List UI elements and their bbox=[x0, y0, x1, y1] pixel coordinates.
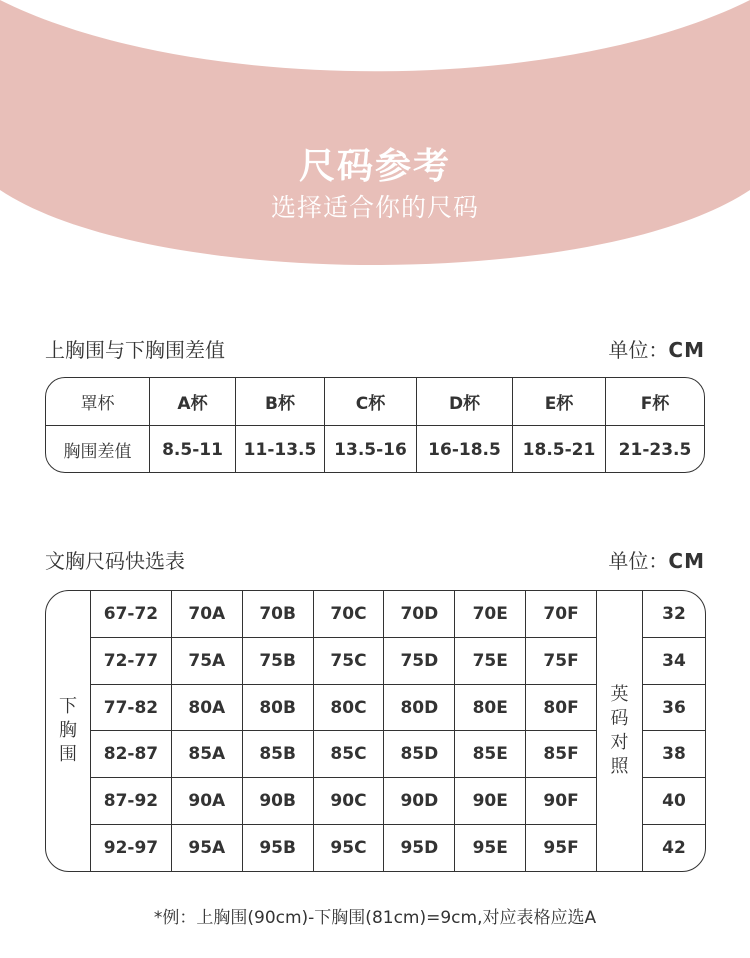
unit-value: CM bbox=[668, 549, 705, 573]
cup-unit-label bbox=[608, 334, 705, 363]
bra-section-title: 文胸尺码快选表 bbox=[45, 549, 185, 573]
size-cell: 70F bbox=[525, 591, 596, 637]
size-cell: 70C bbox=[313, 591, 384, 637]
cup-header-cell: B杯 bbox=[235, 378, 324, 425]
size-cell: 85F bbox=[525, 731, 596, 777]
size-cell: 75D bbox=[383, 638, 454, 684]
size-cell: 75A bbox=[171, 638, 242, 684]
size-row bbox=[91, 637, 596, 684]
cup-value-cell: 18.5-21 bbox=[512, 426, 605, 473]
size-cell: 90C bbox=[313, 778, 384, 824]
size-cell: 90E bbox=[454, 778, 525, 824]
underbust-label-char: 下 bbox=[59, 696, 77, 717]
underbust-range-cell: 82-87 bbox=[103, 744, 159, 765]
uk-size-cell: 38 bbox=[643, 730, 705, 777]
size-cell: 75B bbox=[242, 638, 313, 684]
size-cell: 80A bbox=[171, 685, 242, 731]
uk-size-cell: 40 bbox=[643, 777, 705, 824]
size-cell: 90A bbox=[171, 778, 242, 824]
hero-subtitle: 选择适合你的尺码 bbox=[270, 193, 479, 222]
underbust-range-cell: 72-77 bbox=[103, 650, 159, 671]
underbust-label bbox=[46, 591, 91, 871]
size-cell: 95A bbox=[171, 825, 242, 871]
size-cell: 80E bbox=[454, 685, 525, 731]
uk-size-label bbox=[597, 591, 643, 871]
size-row bbox=[91, 591, 596, 637]
cup-value-cell: 胸围差值 bbox=[63, 442, 132, 462]
cup-value-cell: 16-18.5 bbox=[416, 426, 512, 473]
cup-header-cell: A杯 bbox=[149, 378, 235, 425]
size-cell: 85D bbox=[383, 731, 454, 777]
cup-value-cell: 21-23.5 bbox=[605, 426, 704, 473]
cup-header-cell: C杯 bbox=[324, 378, 416, 425]
size-cell: 80D bbox=[383, 685, 454, 731]
uk-size-cell: 34 bbox=[643, 637, 705, 684]
size-cell: 95E bbox=[454, 825, 525, 871]
size-cell: 90F bbox=[525, 778, 596, 824]
size-cell: 70E bbox=[454, 591, 525, 637]
underbust-range-cell: 67-72 bbox=[103, 603, 159, 624]
hero-title: 尺码参考 bbox=[298, 146, 451, 187]
size-cell: 95D bbox=[383, 825, 454, 871]
size-row bbox=[91, 777, 596, 824]
size-cell: 85B bbox=[242, 731, 313, 777]
uk-size-column bbox=[643, 591, 705, 871]
size-cell: 90B bbox=[242, 778, 313, 824]
size-cell: 80C bbox=[313, 685, 384, 731]
size-cell: 75E bbox=[454, 638, 525, 684]
size-cell: 95F bbox=[525, 825, 596, 871]
size-cell: 80B bbox=[242, 685, 313, 731]
underbust-range-cell: 77-82 bbox=[103, 697, 159, 718]
size-cell: 85C bbox=[313, 731, 384, 777]
size-grid bbox=[91, 591, 597, 871]
uk-size-label-char: 对 bbox=[610, 732, 629, 753]
size-cell: 90D bbox=[383, 778, 454, 824]
size-row bbox=[91, 824, 596, 871]
bra-unit-label bbox=[608, 545, 705, 574]
cup-values-row bbox=[46, 425, 704, 473]
size-cell: 85E bbox=[454, 731, 525, 777]
uk-size-label-char: 英 bbox=[610, 684, 629, 705]
size-cell: 70D bbox=[383, 591, 454, 637]
uk-size-label-char: 照 bbox=[610, 756, 629, 777]
cup-header-cell: 罩杯 bbox=[80, 394, 115, 414]
uk-size-cell: 32 bbox=[662, 603, 686, 624]
size-cell: 95B bbox=[242, 825, 313, 871]
underbust-range-cell: 87-92 bbox=[103, 791, 159, 812]
size-cell: 80F bbox=[525, 685, 596, 731]
cup-header-cell: E杯 bbox=[512, 378, 605, 425]
cup-section-title: 上胸围与下胸围差值 bbox=[45, 338, 225, 362]
cup-value-cell: 11-13.5 bbox=[235, 426, 324, 473]
size-cell: 95C bbox=[313, 825, 384, 871]
uk-size-cell: 36 bbox=[643, 684, 705, 731]
size-row bbox=[91, 730, 596, 777]
cup-header-row bbox=[46, 378, 704, 425]
cup-value-cell: 8.5-11 bbox=[149, 426, 235, 473]
cup-header-cell: D杯 bbox=[416, 378, 512, 425]
uk-size-label-char: 码 bbox=[610, 708, 629, 729]
size-cell: 75F bbox=[525, 638, 596, 684]
size-cell: 85A bbox=[171, 731, 242, 777]
cup-difference-table bbox=[45, 377, 705, 473]
unit-value: CM bbox=[668, 338, 705, 362]
bra-size-table bbox=[45, 590, 706, 872]
size-cell: 70B bbox=[242, 591, 313, 637]
unit-prefix: 单位： bbox=[608, 338, 669, 362]
size-row bbox=[91, 684, 596, 731]
cup-header-cell: F杯 bbox=[605, 378, 704, 425]
size-cell: 70A bbox=[171, 591, 242, 637]
cup-value-cell: 13.5-16 bbox=[324, 426, 416, 473]
underbust-label-char: 胸 bbox=[59, 720, 77, 741]
underbust-range-cell: 92-97 bbox=[103, 838, 159, 859]
unit-prefix: 单位： bbox=[608, 549, 669, 573]
footnote: *例：上胸围(90cm)-下胸围(81cm)=9cm,对应表格应选A bbox=[153, 908, 597, 928]
uk-size-cell: 42 bbox=[643, 824, 705, 871]
size-cell: 75C bbox=[313, 638, 384, 684]
underbust-label-char: 围 bbox=[59, 744, 77, 765]
